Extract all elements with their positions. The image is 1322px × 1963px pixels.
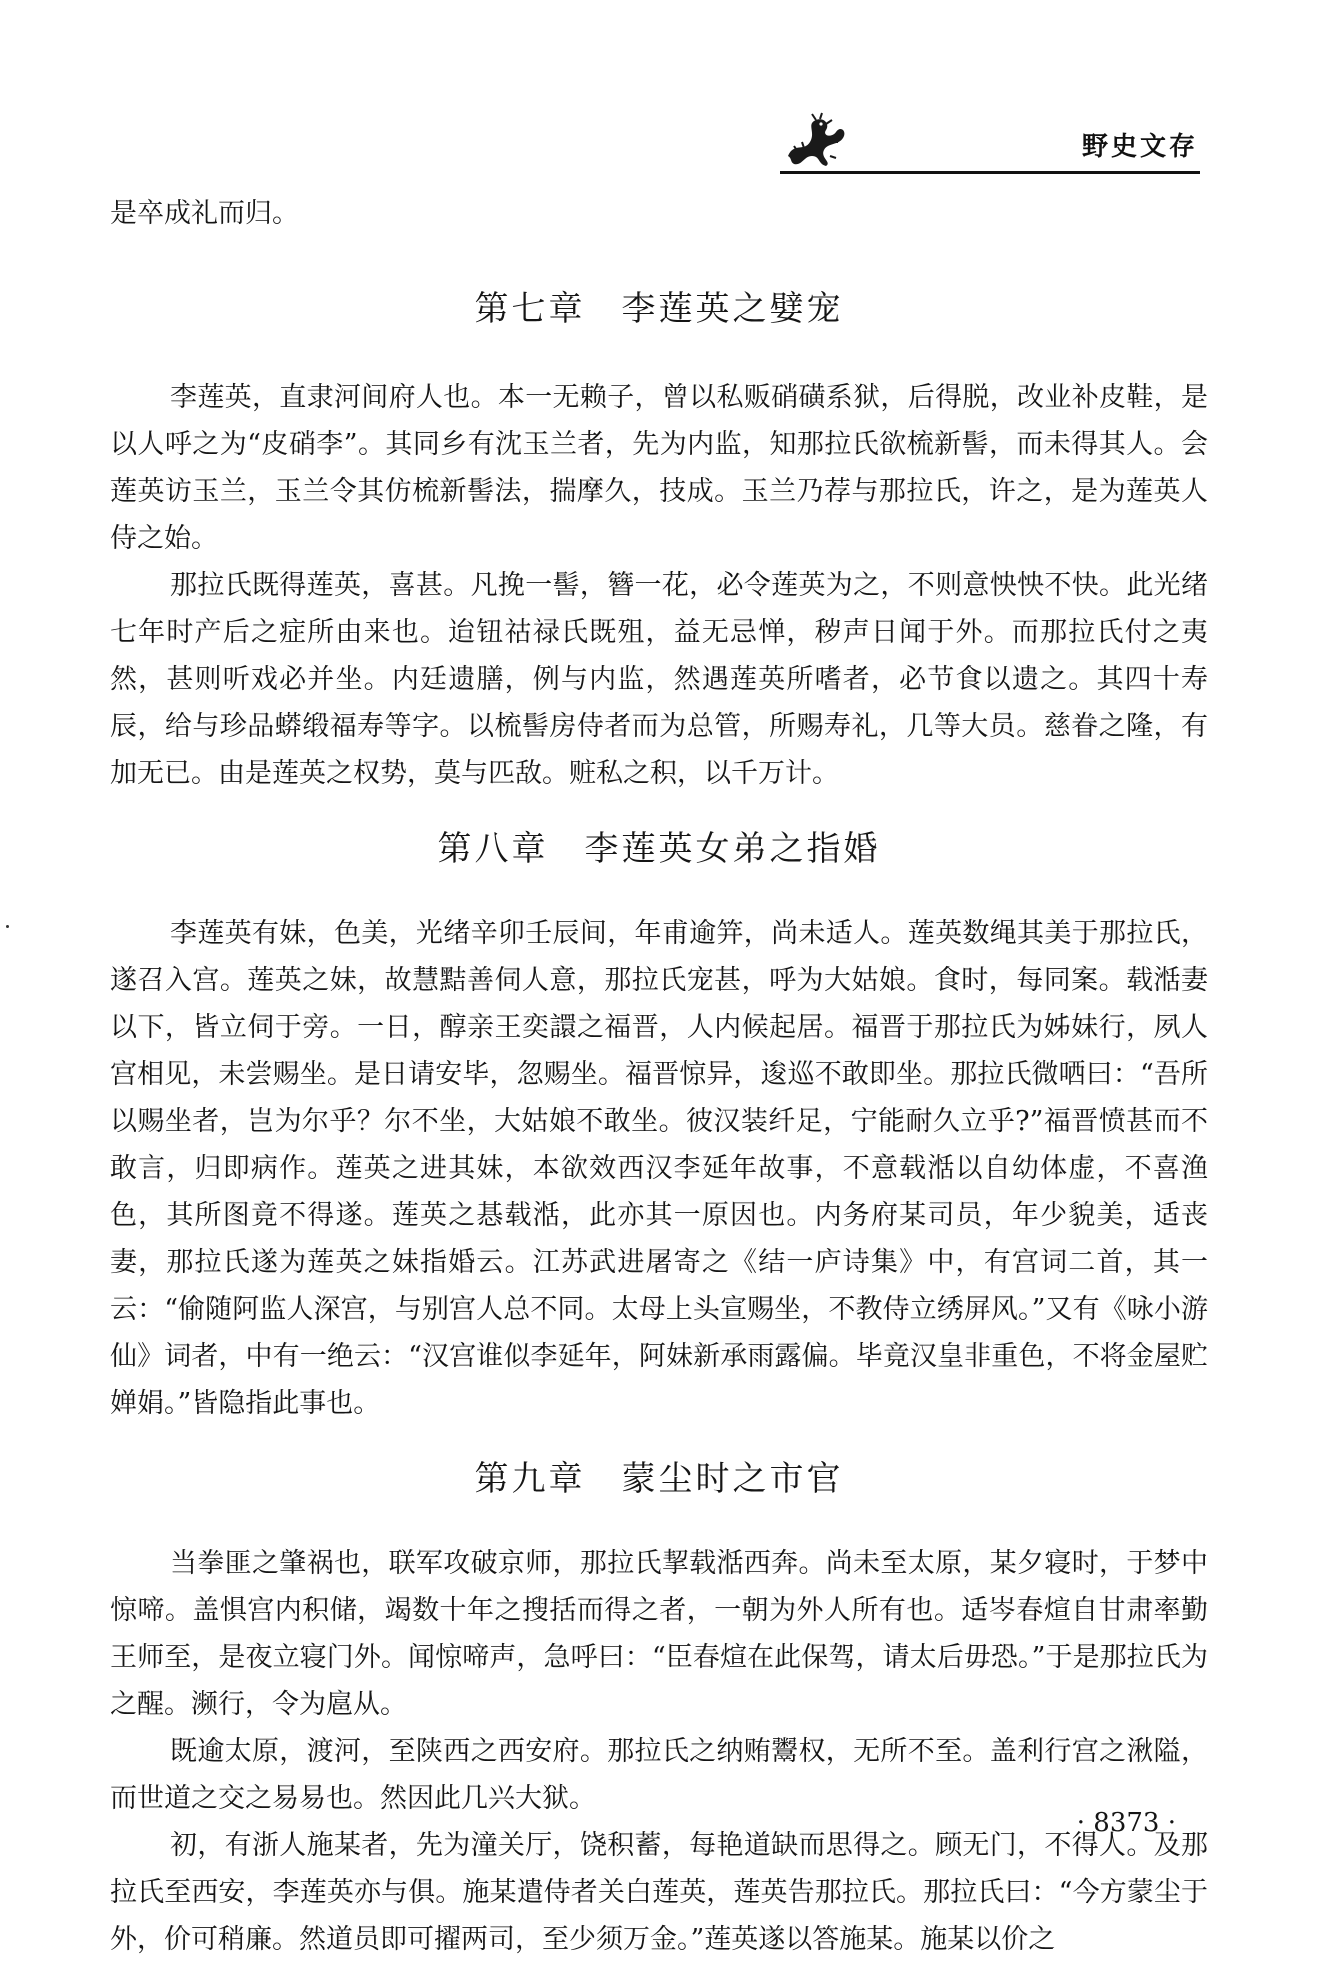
paragraph: 那拉氏既得莲英，喜甚。凡挽一髻，簪一花，必令莲英为之，不则意怏怏不快。此光绪七年时产后之症所由来也。迨钮祜禄氏既殂，益无忌惮，秽声日闻于外。而那拉氏付之夷然，甚则听戏必并坐。内廷遗膳，例与内监，然遇莲英所嗜者，必节食以遗之。其四十寿辰，给与珍品蟒缎福寿等字。以梳髻房侍者而为总管，所赐寿礼，几等大员。慈眷之隆，有加无已。由是莲英之权势，莫与匹敌。赃私之积，以千万计。 [110,570,1208,789]
paragraph: 初，有浙人施某者，先为潼关厅，饶积蓄，每艳道缺而思得之。顾无门，不得人。及那拉氏至西安，李莲英亦与俱。施某遣侍者关白莲英，莲英告那拉氏。那拉氏曰：“今方蒙尘于外，价可稍廉。然道员即可擢两司，至少须万金。”莲英遂以答施某。施某以价之 [110,1830,1208,1955]
scan-speck [6,925,9,928]
header-title: 野史文存 [1081,132,1198,162]
chapter-title: 李莲英女弟之指婚 [584,829,881,869]
paragraph: 李莲英有妹，色美，光绪辛卯壬辰间，年甫逾笄，尚未适人。莲英数绳其美于那拉氏，遂召入宫。莲英之妹，故慧黠善伺人意，那拉氏宠甚，呼为大姑娘。食时，每同案。载湉妻以下，皆立伺于旁。一日，醇亲王奕譞之福晋，人内候起居。福晋于那拉氏为姊妹行，夙人宫相见，未尝赐坐。是日请安毕，忽赐坐。福晋惊异，逡巡不敢即坐。那拉氏微哂曰：“吾所以赐坐者，岂为尔乎？尔不坐，大姑娘不敢坐。彼汉装纤足，宁能耐久立乎?”福晋愤甚而不敢言，归即病作。莲英之进其妹，本欲效西汉李延年故事，不意载湉以自幼体虚，不喜渔色，其所图竟不得遂。莲英之惎载湉，此亦其一原因也。内务府某司员，年少貌美，适丧妻，那拉氏遂为莲英之妹指婚云。江苏武进屠寄之《结一庐诗集》中，有宫词二首，其一云：“偷随阿监人深宫，与别宫人总不同。太母上头宣赐坐，不教侍立绣屏风。”又有《咏小游仙》词者，中有一绝云：“汉宫谁似李延年，阿妹新承雨露偏。毕竟汉皇非重色，不将金屋贮婵娟。”皆隐指此事也。 [110,918,1208,1419]
dragon-icon [780,112,850,168]
page-body [110,190,1208,1963]
paragraph: 既逾太原，渡河，至陕西之西安府。那拉氏之纳贿鬻权，无所不至。盖利行宫之湫隘，而世道之交之易易也。然因此几兴大狱。 [110,1736,1208,1814]
paragraph: 当拳匪之肇祸也，联军攻破京师，那拉氏挈载湉西奔。尚未至太原，某夕寝时，于梦中惊啼。盖惧宫内积储，竭数十年之搜括而得之者，一朝为外人所有也。适岑春煊自甘肃率勤王师至，是夜立寝门外。闻惊啼声，急呼曰：“臣春煊在此保驾，请太后毋恐。”于是那拉氏为之醒。濒行，令为扈从。 [110,1548,1208,1720]
page-number: · 8373 · [1076,1808,1176,1838]
paragraph: 李莲英，直隶河间府人也。本一无赖子，曾以私贩硝磺系狱，后得脱，改业补皮鞋，是以人呼之为“皮硝李”。其同乡有沈玉兰者，先为内监，知那拉氏欲梳新髻，而未得其人。会莲英访玉兰，玉兰令其仿梳新髻法，揣摩久，技成。玉兰乃荐与那拉氏，许之，是为莲英人侍之始。 [110,382,1208,554]
chapter-number: 第七章 [474,289,586,329]
chapter-7-heading [110,281,1208,330]
chapter-number: 第九章 [474,1459,586,1499]
chapter-8-heading [110,821,1208,870]
chapter-title: 李莲英之嬖宠 [621,289,844,329]
chapter-title: 蒙尘时之市官 [621,1459,844,1499]
chapter-9-heading [110,1451,1208,1500]
opening-line: 是卒成礼而归。 [110,198,299,229]
header-rule [780,171,1200,174]
running-header [780,112,1200,172]
chapter-number: 第八章 [437,829,549,869]
